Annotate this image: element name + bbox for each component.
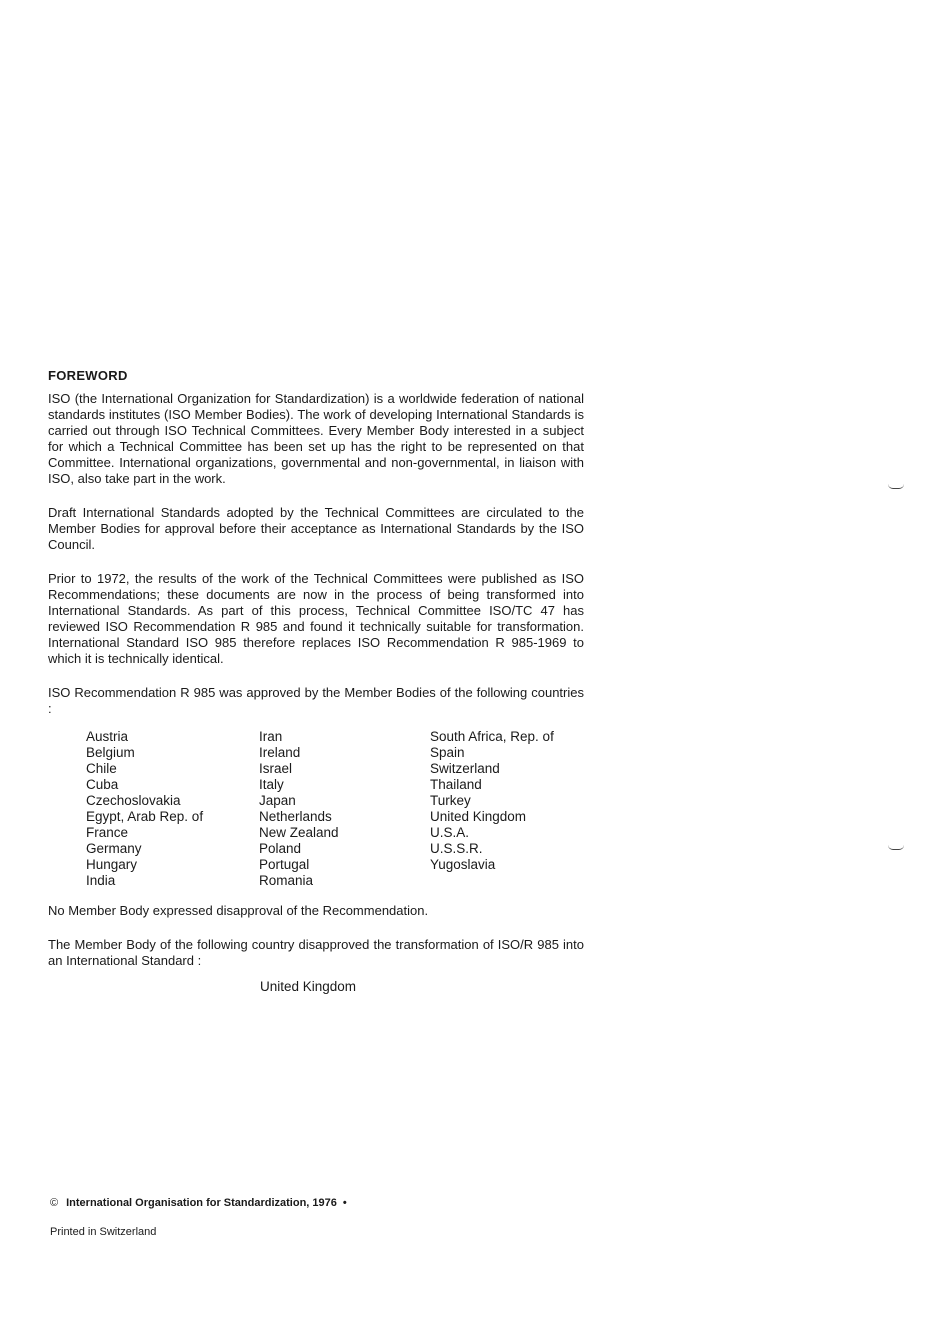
- country-item: Germany: [86, 841, 142, 856]
- copyright-symbol: ©: [50, 1197, 59, 1209]
- copyright-text: International Organisation for Standardization, 1976: [66, 1197, 337, 1209]
- paragraph-draft-standards: Draft International Standards adopted by the Technical Committees are circulated to the Member Bodies for approval before their acceptance as International Standards by the ISO Council.: [48, 505, 584, 552]
- foreword-heading: FOREWORD: [48, 368, 128, 383]
- bullet-icon: •: [342, 1197, 347, 1209]
- margin-mark: [888, 845, 904, 850]
- paragraph-approval: ISO Recommendation R 985 was approved by the Member Bodies of the following countries :: [48, 685, 584, 716]
- country-item: France: [86, 825, 129, 840]
- country-item: Hungary: [86, 857, 138, 872]
- country-item: Cuba: [86, 777, 119, 792]
- country-item: Austria: [86, 729, 129, 744]
- country-column-1: [86, 729, 203, 889]
- country-item: South Africa, Rep. of: [430, 729, 554, 744]
- country-item: Netherlands: [259, 809, 332, 824]
- country-item: Chile: [86, 761, 117, 776]
- country-item: Portugal: [259, 857, 310, 872]
- country-item: Switzerland: [430, 761, 500, 776]
- country-item: Turkey: [430, 793, 471, 808]
- copyright-line: [50, 1197, 347, 1209]
- country-item: Italy: [259, 777, 284, 792]
- country-item: Yugoslavia: [430, 857, 496, 872]
- disapproving-country: United Kingdom: [260, 979, 357, 994]
- paragraph-no-disapproval: No Member Body expressed disapproval of the Recommendation.: [48, 903, 429, 918]
- country-item: Czechoslovakia: [86, 793, 181, 808]
- country-item: Poland: [259, 841, 302, 856]
- country-column-2: [259, 729, 339, 889]
- country-list: [86, 729, 584, 889]
- country-item: Ireland: [259, 745, 301, 760]
- country-item: Romania: [259, 873, 314, 888]
- country-column-3: [430, 729, 554, 873]
- country-item: U.S.A.: [430, 825, 470, 840]
- paragraph-transformation: Prior to 1972, the results of the work of the Technical Committees were published as ISO Recommendations; these documents are now in the process of being transformed into International Standards. As part of this process, Technical Committee ISO/TC 47 has reviewed ISO Recommendation R 985 and found it technically suitable for transformation. International Standard ISO 985 therefore replaces ISO Recommendation R 985-1969 to which it is technically identical.: [48, 571, 584, 666]
- country-item: U.S.S.R.: [430, 841, 483, 856]
- country-item: Belgium: [86, 745, 135, 760]
- paragraph-disapproval: The Member Body of the following country disapproved the transformation of ISO/R 985 into an International Standard :: [48, 937, 584, 968]
- country-item: Iran: [259, 729, 283, 744]
- country-item: New Zealand: [259, 825, 339, 840]
- country-item: Thailand: [430, 777, 482, 792]
- printed-in-line: Printed in Switzerland: [50, 1226, 157, 1238]
- country-item: Israel: [259, 761, 293, 776]
- country-item: Japan: [259, 793, 296, 808]
- paragraph-iso-intro: ISO (the International Organization for Standardization) is a worldwide federation of national standards institutes (ISO Member Bodies). The work of developing International Standards is carried out through ISO Technical Committees. Every Member Body interested in a subject for which a Technical Committee has been set up has the right to be represented on that Committee. International organizations, governmental and non-governmental, in liaison with ISO, also take part in the work.: [48, 391, 584, 486]
- country-item: Spain: [430, 745, 465, 760]
- country-item: India: [86, 873, 116, 888]
- foreword-section: [48, 368, 584, 994]
- country-item: United Kingdom: [430, 809, 527, 824]
- margin-mark: [888, 484, 904, 489]
- country-item: Egypt, Arab Rep. of: [86, 809, 204, 824]
